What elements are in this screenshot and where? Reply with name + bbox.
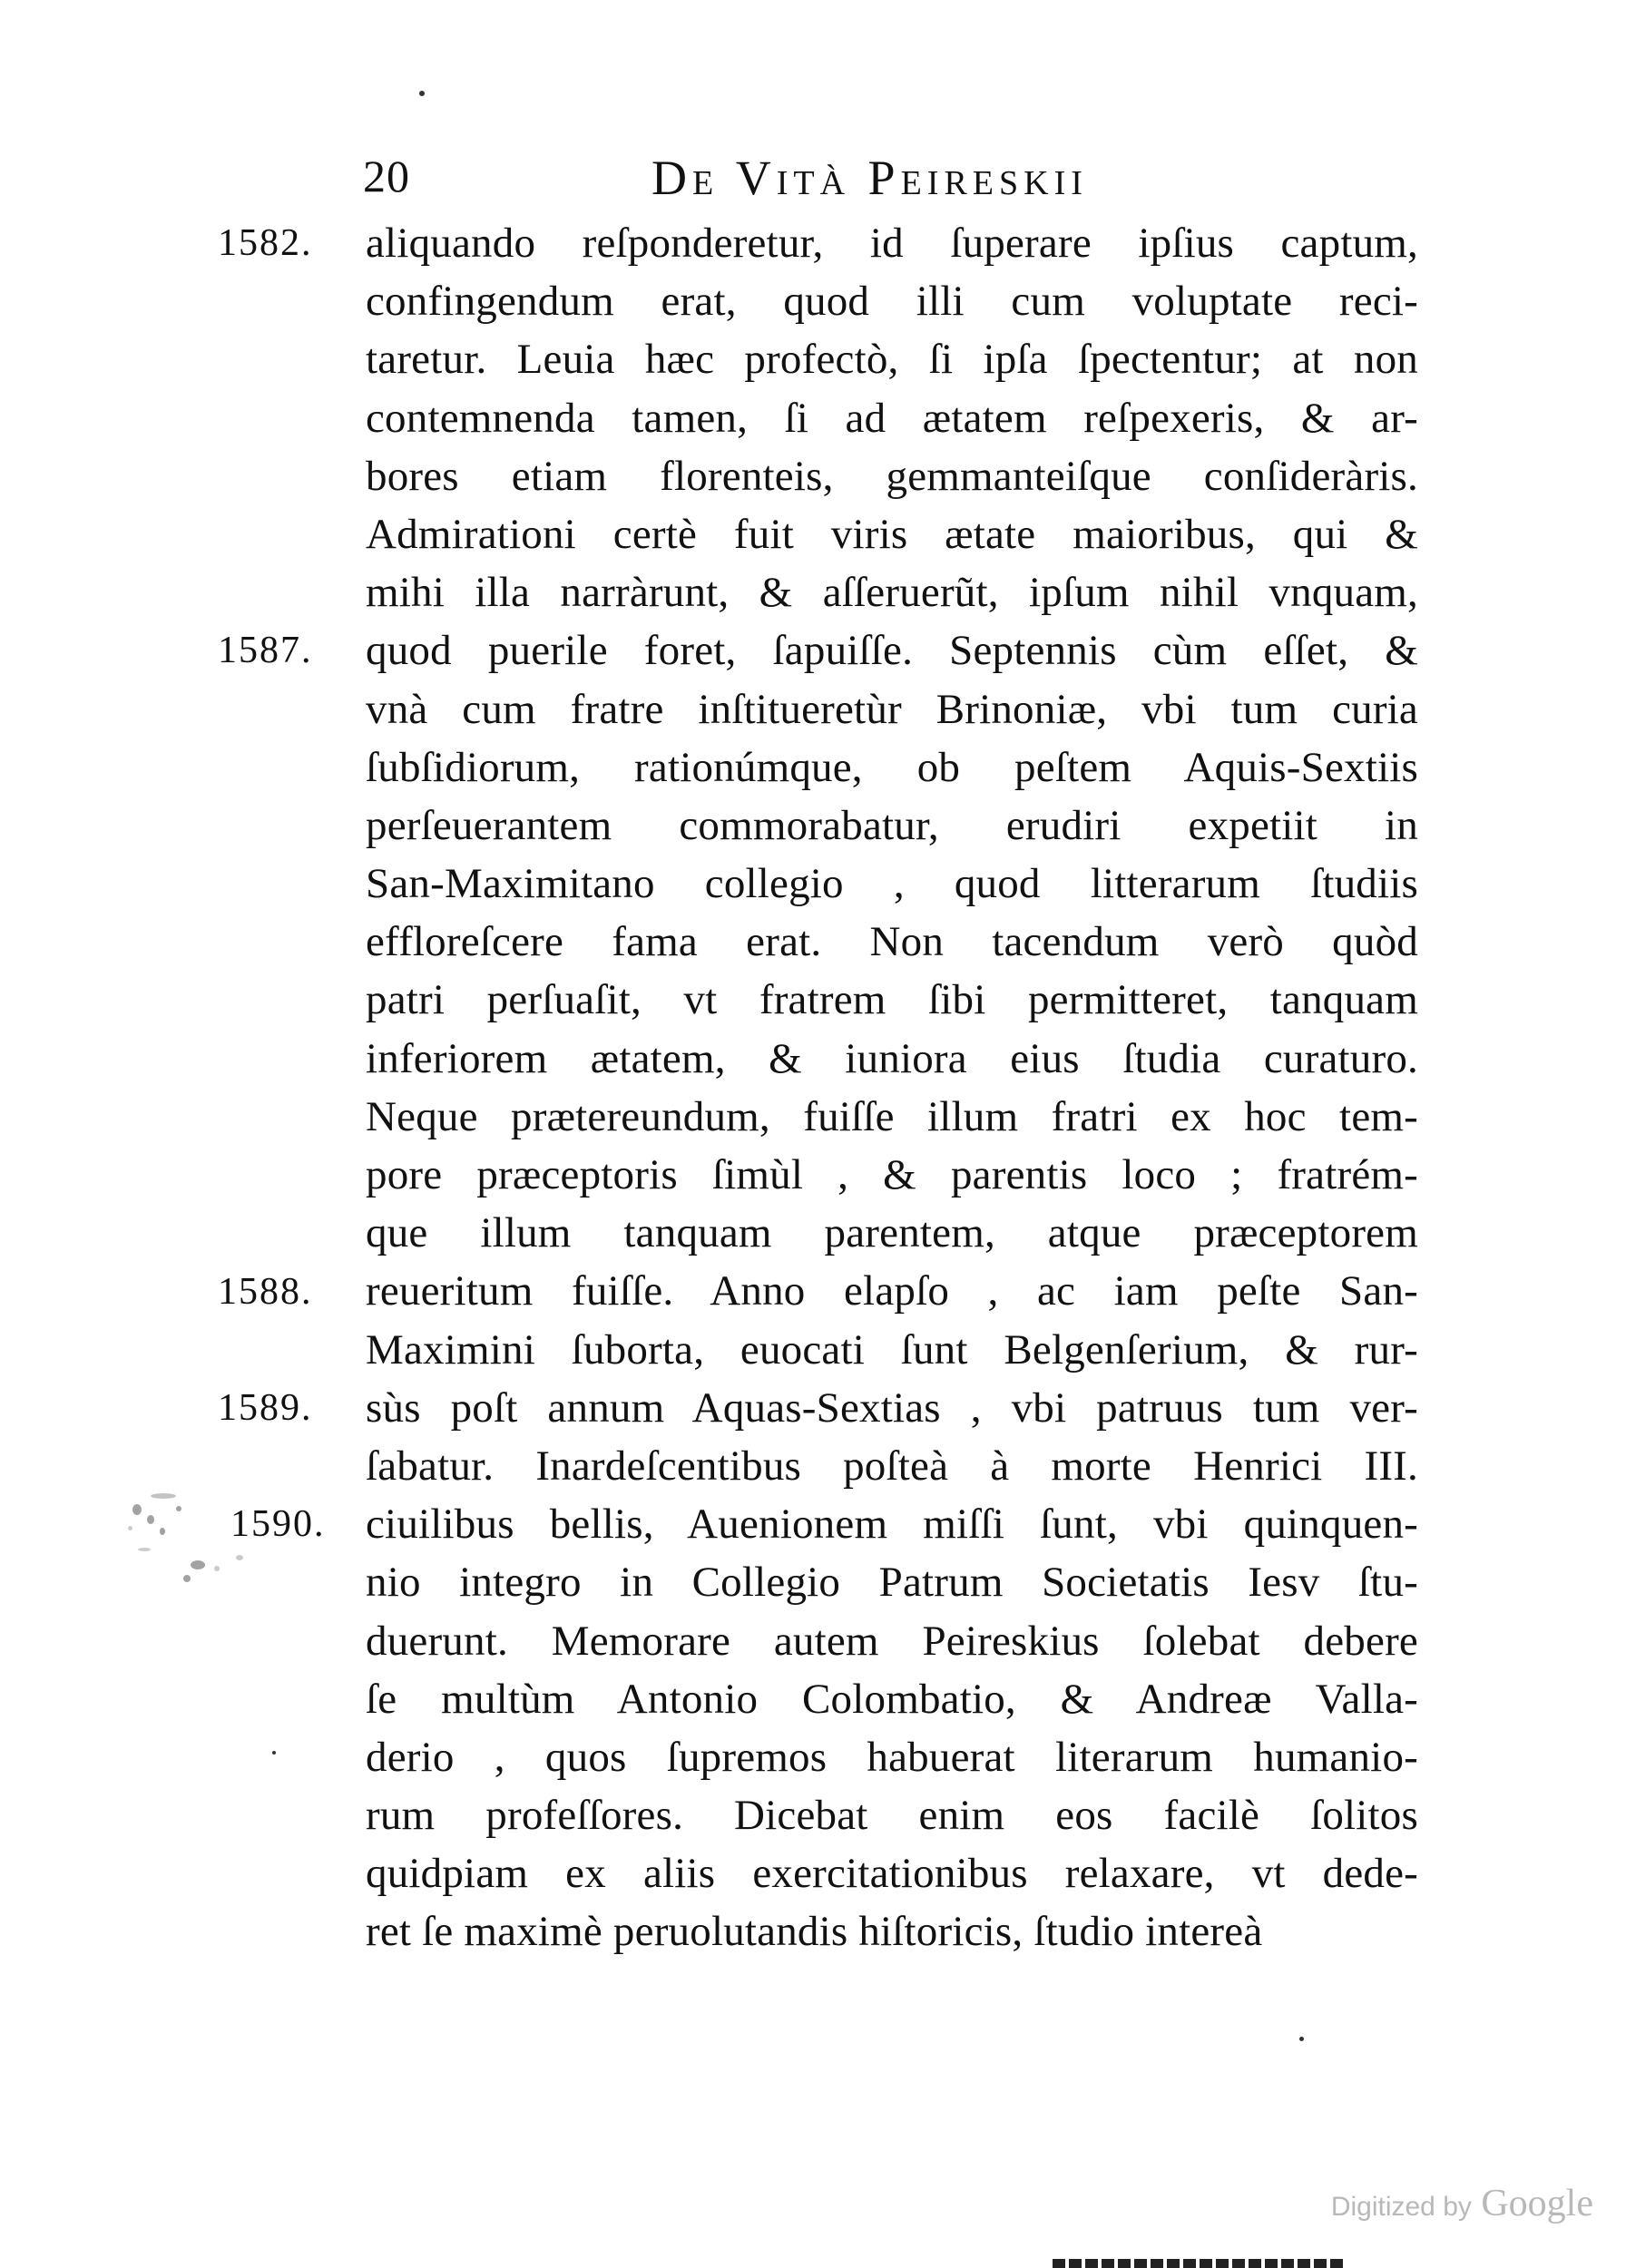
margin-year: 1590.	[230, 1503, 326, 1545]
ink-stain	[127, 1488, 309, 1615]
digitized-watermark	[1331, 2182, 1593, 2225]
watermark-prefix: Digitized by	[1330, 2192, 1472, 2222]
text-line: nio integro in Collegio Patrum Societatis Iesv ſtu-	[366, 1559, 1418, 1607]
text-line: pore præceptoris ſimùl , & parentis loco ; fratrém-	[366, 1151, 1418, 1198]
text-line: Admirationi certè fuit viris ætate maioribus, qui &	[366, 510, 1418, 558]
text-line: ret ſe maximè peruolutandis hiſtoricis, ſtudio intereà	[366, 1908, 1263, 1956]
speck-mark-top	[419, 91, 425, 96]
page-edge-mark	[1053, 2259, 1343, 2268]
text-line: rum profeſſores. Dicebat enim eos facilè ſolitos	[366, 1792, 1418, 1840]
text-line: Neque prætereundum, fuiſſe illum fratri ex hoc tem-	[366, 1092, 1418, 1140]
text-line: inferiorem ætatem, & iuniora eius ſtudia curaturo.	[366, 1034, 1418, 1082]
text-line: derio , quos ſupremos habuerat literarum humanio-	[366, 1733, 1418, 1781]
text-line: bores etiam florenteis, gemmanteiſque conſideràris.	[366, 452, 1418, 500]
running-head	[363, 150, 1234, 213]
text-line: taretur. Leuia hæc profectò, ſi ipſa ſpectentur; at non	[366, 336, 1418, 384]
text-line: quod puerile foret, ſapuiſſe. Septennis cùm eſſet, &	[366, 627, 1418, 675]
text-line: vnà cum fratre inſtitueretùr Brinoniæ, vbi tum curia	[366, 685, 1418, 733]
text-line: sùs poſt annum Aquas-Sextias , vbi patruus tum ver-	[366, 1383, 1418, 1432]
text-line: perſeuerantem commorabatur, erudiri expetiit in	[366, 801, 1418, 849]
text-line: ciuilibus bellis, Auenionem miſſi ſunt, vbi quinquen-	[366, 1501, 1418, 1549]
speck-mark-side	[272, 1751, 276, 1755]
text-line: ſubſidiorum, rationúmque, ob peſtem Aquis-Sextiis	[366, 743, 1418, 791]
text-line: ſabatur. Inardeſcentibus poſteà à morte Henrici III.	[366, 1442, 1418, 1490]
text-line: que illum tanquam parentem, atque præceptorem	[366, 1209, 1418, 1257]
margin-year: 1587.	[218, 630, 313, 671]
text-line: efflorеſcere fama erat. Non tacendum verò quòd	[366, 918, 1418, 966]
text-line: Maximini ſuborta, euocati ſunt Belgenſerium, & rur-	[366, 1325, 1418, 1374]
speck-mark-bottom	[1299, 2037, 1304, 2041]
page-number: 20	[363, 151, 410, 201]
margin-year: 1582.	[218, 222, 313, 264]
text-line: confingendum erat, quod illi cum voluptate reci-	[366, 278, 1418, 326]
margin-year: 1588.	[218, 1271, 313, 1313]
body-text	[366, 214, 1418, 1961]
running-title: De Vità Peireskii	[651, 151, 1088, 205]
text-line: mihi illa narràrunt, & aſſeruerũt, ipſum nihil vnquam,	[366, 569, 1418, 617]
margin-year: 1589.	[218, 1387, 313, 1429]
text-line: duerunt. Memorare autem Peireskius ſolebat debere	[366, 1617, 1418, 1665]
text-line: patri perſuaſit, vt fratrem ſibi permitteret, tanquam	[366, 976, 1418, 1024]
text-line: contemnenda tamen, ſi ad ætatem reſpexeris, & ar-	[366, 394, 1418, 442]
text-line: San-Maximitano collegio , quod litterarum ſtudiis	[366, 860, 1418, 908]
text-line: reueritum fuiſſe. Anno elapſo , ac iam peſte San-	[366, 1267, 1418, 1315]
text-line: aliquando reſponderetur, id ſuperare ipſius captum,	[366, 220, 1418, 267]
text-line: ſe multùm Antonio Colombatio, & Andreæ Valla-	[366, 1675, 1418, 1723]
text-line: quidpiam ex aliis exercitationibus relaxare, vt dede-	[366, 1850, 1418, 1898]
watermark-brand: Google	[1481, 2183, 1593, 2224]
